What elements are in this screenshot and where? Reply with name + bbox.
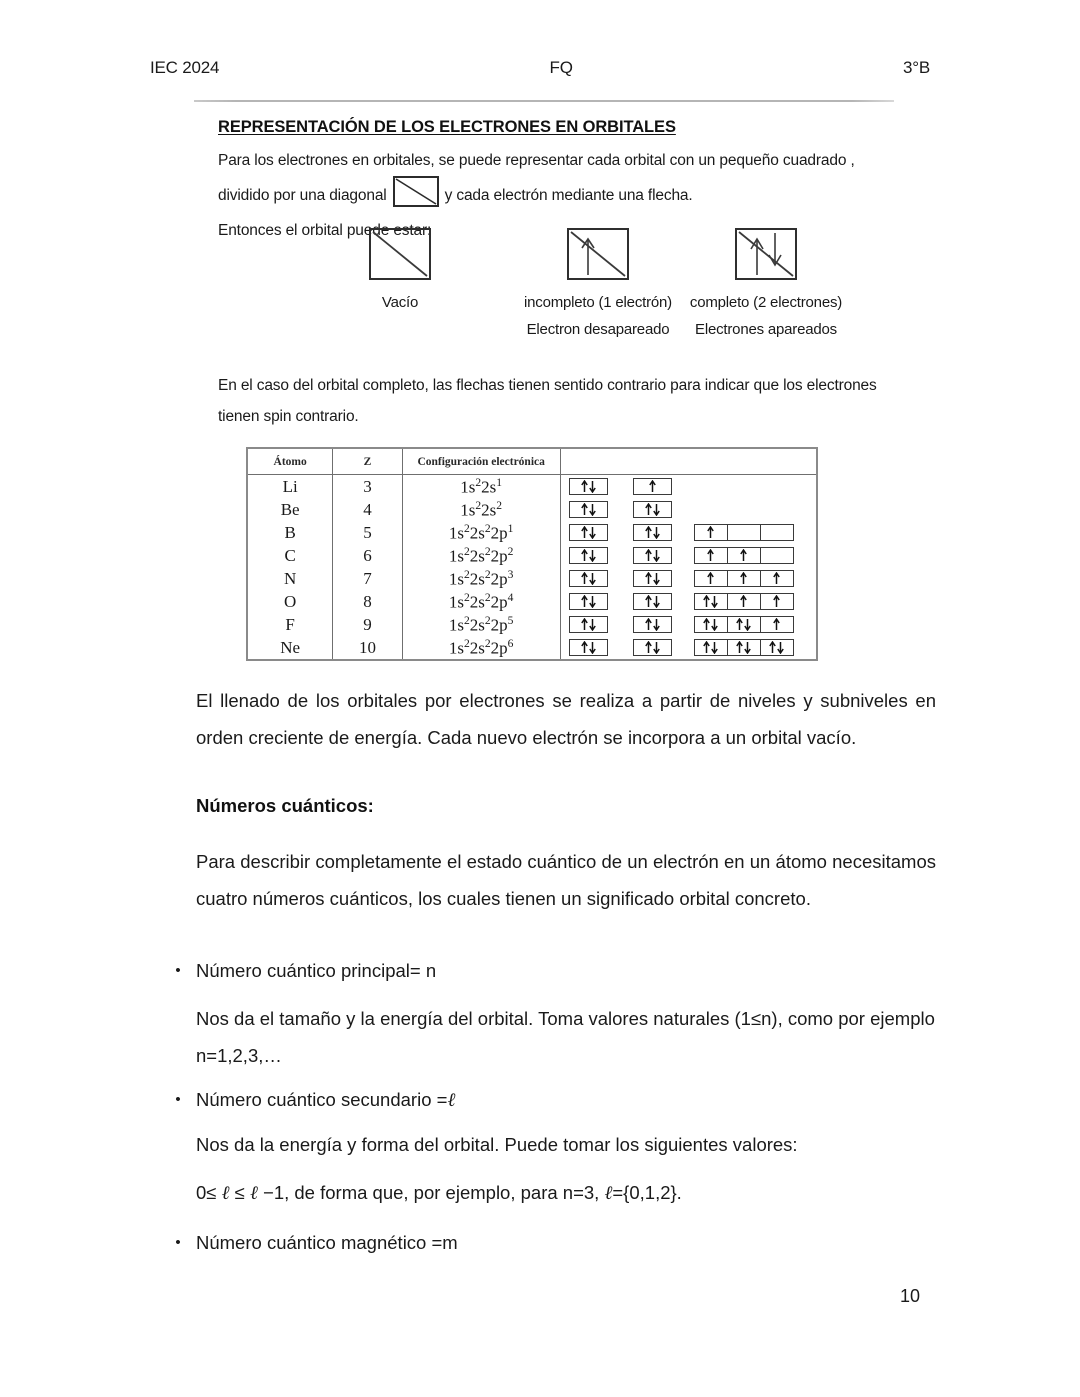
header-left-text: IEC 2024 — [150, 58, 220, 77]
cell-atom: Be — [247, 498, 333, 521]
orbital-cell — [695, 640, 728, 655]
scan-paragraph-entonces: Entonces el orbital puede estar: — [218, 222, 432, 239]
bullet-marker-icon: • — [175, 962, 181, 979]
orbital-cell — [570, 525, 607, 540]
orbital-example-caption-1: completo (2 electrones) — [689, 294, 843, 311]
orbital-example-incomplete — [503, 228, 693, 338]
paragraph-describir: Para describir completamente el estado cuántico de un electrón en un átomo necesitamos cuatro números cuánticos, los cuales tienen un significado orbital concreto. — [196, 851, 936, 909]
table-row — [247, 521, 817, 544]
orbital-example-caption-2: Electrones apareados — [695, 321, 837, 338]
orbital-group — [569, 478, 608, 495]
cell-configuration: $1s^22s^22p^1$ — [402, 521, 560, 544]
orbital-cell — [728, 548, 761, 563]
cell-configuration: $1s^22s^22p^2$ — [402, 544, 560, 567]
paragraph-principal-desc: Nos da el tamaño y la energía del orbital. Toma valores naturales (1≤n), como por ejemplo n=1,2,3,… — [196, 1008, 935, 1066]
orbital-cell — [634, 548, 671, 563]
cell-atom: B — [247, 521, 333, 544]
paragraph-llenado: El llenado de los orbitales por electrones se realiza a partir de niveles y subniveles en orden creciente de energía. Cada nuevo electrón se incorpora a un orbital vacío. — [196, 690, 936, 748]
range-part-d: ={0,1,2}. — [612, 1182, 682, 1203]
orbital-cell — [570, 571, 607, 586]
cell-atom: N — [247, 567, 333, 590]
table-row — [247, 567, 817, 590]
script-ell-glyph: ℓ — [447, 1089, 456, 1111]
table-row — [247, 475, 817, 499]
orbital-group — [569, 616, 608, 633]
column-header-z: Z — [333, 448, 402, 475]
page-number: 10 — [899, 1286, 921, 1306]
orbital-square-inline-icon — [393, 176, 439, 207]
orbital-cell — [570, 502, 607, 517]
orbital-group — [694, 524, 794, 541]
paragraph-secundario-range — [196, 1174, 936, 1212]
orbital-group — [633, 547, 672, 564]
orbital-cell — [728, 617, 761, 632]
orbital-group — [569, 639, 608, 656]
cell-atom: O — [247, 590, 333, 613]
cell-orbital-diagram — [560, 544, 817, 567]
orbital-cell — [761, 640, 793, 655]
cell-configuration: $1s^22s^2$ — [402, 498, 560, 521]
orbital-group — [633, 501, 672, 518]
orbital-cell — [634, 594, 671, 609]
cell-orbital-diagram — [560, 521, 817, 544]
orbital-cell — [695, 617, 728, 632]
scan-paragraph-text-after: y cada electrón mediante una flecha. — [444, 187, 693, 204]
script-ell-glyph: ℓ — [249, 1182, 258, 1204]
orbital-group — [694, 639, 794, 656]
script-ell-glyph: ℓ — [604, 1182, 613, 1204]
orbital-group — [569, 547, 608, 564]
orbital-group — [569, 593, 608, 610]
cell-z: 6 — [333, 544, 402, 567]
orbital-cell — [634, 571, 671, 586]
orbital-cell — [634, 502, 671, 517]
orbital-cell — [761, 571, 793, 586]
orbital-group — [569, 501, 608, 518]
range-part-c: −1, de forma que, por ejemplo, para n=3, — [257, 1182, 605, 1203]
orbital-example-caption-1: Vacío — [381, 294, 419, 311]
bullet-marker-icon: • — [175, 1234, 181, 1251]
page-header — [150, 58, 930, 78]
scan-paragraph-representation — [218, 145, 890, 211]
cell-z: 10 — [333, 636, 402, 660]
orbital-cell — [728, 525, 761, 540]
scanned-content-block — [218, 118, 890, 246]
orbital-group — [694, 593, 794, 610]
heading-numeros-cuanticos: Números cuánticos: — [196, 795, 374, 816]
table-row — [247, 590, 817, 613]
cell-orbital-diagram — [560, 475, 817, 499]
cell-z: 5 — [333, 521, 402, 544]
cell-orbital-diagram — [560, 567, 817, 590]
orbital-group — [694, 547, 794, 564]
bullet-label-magnetico: Número cuántico magnético =m — [196, 1232, 458, 1253]
cell-configuration: $1s^22s^22p^3$ — [402, 567, 560, 590]
cell-configuration: $1s^22s^22p^5$ — [402, 613, 560, 636]
orbital-cell — [695, 594, 728, 609]
orbital-group — [633, 478, 672, 495]
orbital-box-one-electron-icon — [567, 228, 629, 280]
orbital-cell — [695, 571, 728, 586]
orbital-cell — [761, 525, 793, 540]
orbital-cell — [634, 525, 671, 540]
cell-z: 4 — [333, 498, 402, 521]
orbital-group — [569, 570, 608, 587]
orbital-group — [633, 593, 672, 610]
orbital-box-empty-icon — [369, 228, 431, 280]
cell-atom: F — [247, 613, 333, 636]
orbital-cell — [570, 594, 607, 609]
orbital-cell — [634, 479, 671, 494]
bullet-item-secundario — [160, 1081, 940, 1119]
orbital-group — [569, 524, 608, 541]
orbital-cell — [728, 571, 761, 586]
orbital-group — [633, 616, 672, 633]
orbital-cell — [761, 548, 793, 563]
orbital-cell — [634, 640, 671, 655]
column-header-atom: Átomo — [247, 448, 333, 475]
cell-orbital-diagram — [560, 636, 817, 660]
orbital-cell — [634, 617, 671, 632]
table-row — [247, 636, 817, 660]
cell-atom: Ne — [247, 636, 333, 660]
orbital-box-two-electrons-icon — [735, 228, 797, 280]
bullet-label-principal: Número cuántico principal= n — [196, 960, 437, 981]
cell-orbital-diagram — [560, 498, 817, 521]
orbital-group — [633, 570, 672, 587]
bullet-secundario-text: Número cuántico secundario = — [196, 1089, 448, 1110]
orbital-cell — [570, 479, 607, 494]
header-center-text: FQ — [549, 58, 573, 77]
cell-z: 3 — [333, 475, 402, 499]
orbital-cell — [761, 617, 793, 632]
orbital-group — [633, 639, 672, 656]
section-title: REPRESENTACIÓN DE LOS ELECTRONES EN ORBITALES — [218, 118, 676, 136]
cell-configuration: $1s^22s^22p^6$ — [402, 636, 560, 660]
orbital-cell — [695, 525, 728, 540]
orbital-example-empty — [340, 228, 460, 311]
electron-configuration-table — [246, 447, 818, 661]
cell-atom: C — [247, 544, 333, 567]
header-divider — [194, 100, 894, 102]
bullet-item-magnetico — [160, 1224, 940, 1261]
range-part-a: 0≤ — [196, 1182, 222, 1203]
table-header-row — [247, 448, 817, 475]
table-row — [247, 613, 817, 636]
cell-configuration: $1s^22s^22p^4$ — [402, 590, 560, 613]
table-row — [247, 498, 817, 521]
orbital-group — [633, 524, 672, 541]
script-ell-glyph: ℓ — [221, 1182, 230, 1204]
scan-paragraph-text-before: Para los electrones en orbitales, se puede representar cada orbital con un pequeño cuadrado , dividido por una diagonal — [218, 152, 855, 204]
orbital-cell — [728, 640, 761, 655]
bullet-label-secundario — [196, 1081, 455, 1119]
bullet-item-principal — [160, 952, 940, 989]
orbital-cell — [761, 594, 793, 609]
cell-orbital-diagram — [560, 613, 817, 636]
cell-orbital-diagram — [560, 590, 817, 613]
orbital-group — [694, 616, 794, 633]
orbital-cell — [570, 640, 607, 655]
orbital-cell — [570, 617, 607, 632]
column-header-config: Configuración electrónica — [402, 448, 560, 475]
orbital-cell — [728, 594, 761, 609]
cell-atom: Li — [247, 475, 333, 499]
cell-z: 9 — [333, 613, 402, 636]
column-header-diagram — [560, 448, 817, 475]
cell-z: 7 — [333, 567, 402, 590]
cell-z: 8 — [333, 590, 402, 613]
bullet-marker-icon: • — [175, 1091, 181, 1108]
orbital-example-caption-2: Electron desapareado — [526, 321, 670, 338]
orbital-example-caption-1: incompleto (1 electrón) — [524, 294, 672, 311]
orbital-examples-figure — [218, 228, 890, 343]
header-right-text: 3°B — [903, 58, 930, 77]
table-row — [247, 544, 817, 567]
orbital-example-complete — [666, 228, 866, 338]
orbital-cell — [695, 548, 728, 563]
orbital-group — [694, 570, 794, 587]
range-part-b: ≤ — [229, 1182, 250, 1203]
orbital-cell — [570, 548, 607, 563]
spin-note-paragraph: En el caso del orbital completo, las flechas tienen sentido contrario para indicar que los electrones tienen spin contrario. — [218, 377, 877, 425]
paragraph-secundario-desc: Nos da la energía y forma del orbital. Puede tomar los siguientes valores: — [196, 1134, 798, 1155]
cell-configuration: $1s^22s^1$ — [402, 475, 560, 499]
